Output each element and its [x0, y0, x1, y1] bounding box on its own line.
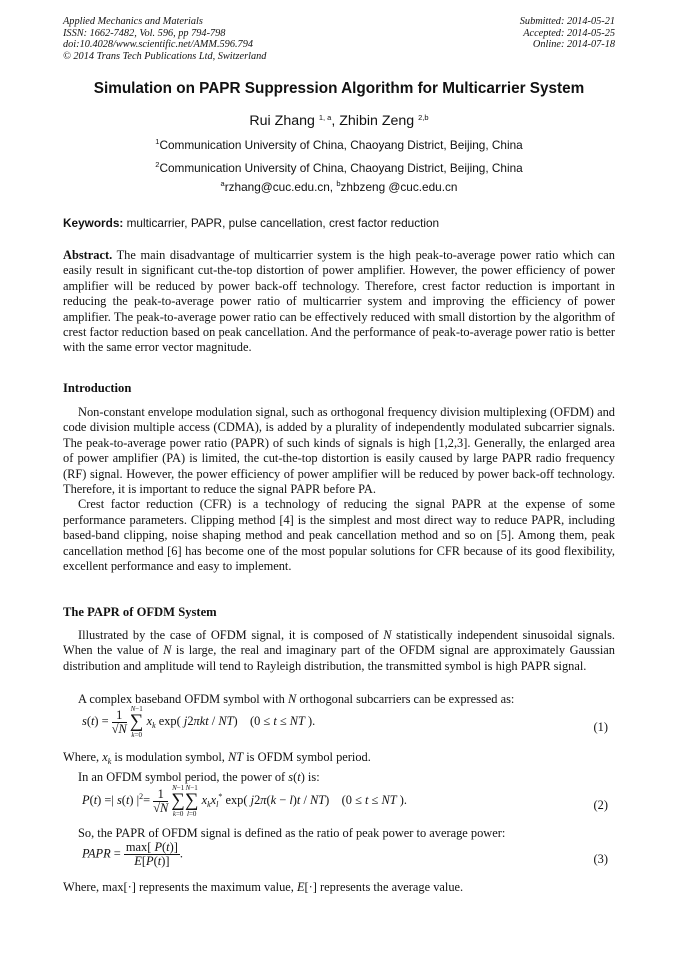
papr-p2-a: A complex baseband OFDM symbol with	[78, 692, 288, 706]
author-1-sup: 1, a	[318, 113, 332, 122]
where1-a: Where,	[63, 750, 103, 764]
equation-1: s(t) = $\frac{1}{√N}$ N−1 ∑ k=0 $x_k$ exp( j2πkt / NT) (0 ≤ t ≤ NT ).	[82, 705, 316, 739]
equation-1-number: (1)	[593, 720, 608, 734]
where2-a: Where,	[63, 880, 103, 894]
email-a: rzhang@cuc.edu.cn,	[224, 180, 337, 194]
papr-section-heading: The PAPR of OFDM System	[63, 605, 217, 619]
abstract-text: The main disadvantage of multicarrier system is the high peak-to-average power ratio which can easily result in significant cut-the-top distortion of power amplifier. However, the power efficiency of power amplifier will be reduced by power back-off technology. Therefore, crest factor reduction is important in reducing the peak-to-average power ratio of multicarrier system and improving the efficiency of power amplifier. The peak-to-average power ratio can be effectively reduced with small distortion by the algorithm of crest factor reduction based on peak cancellation. And the performance of peak-to-average power ratio is better with the same error vector magnitude.	[63, 248, 615, 355]
where1-b: is modulation symbol,	[111, 750, 228, 764]
affiliation-1	[0, 138, 678, 152]
email-a-sup: a	[220, 179, 225, 188]
equation-2-number: (2)	[593, 798, 608, 812]
abstract	[63, 248, 615, 356]
email-b: zhbzeng @cuc.edu.cn	[340, 180, 458, 194]
papr-p3-a: In an OFDM symbol period, the power of	[78, 770, 289, 784]
where2-c: represents the average value.	[316, 880, 464, 894]
author-line	[0, 113, 678, 129]
journal-header-right	[520, 16, 615, 51]
papr-p1-a: Illustrated by the case of OFDM signal, it is composed of	[78, 628, 384, 642]
affiliation-1-sup: 1	[155, 137, 160, 146]
accepted-date: Accepted: 2014-05-25	[523, 27, 615, 39]
where1-c: is OFDM symbol period.	[243, 750, 371, 764]
journal-issn: ISSN: 1662-7482, Vol. 596, pp 794-798	[63, 27, 226, 39]
where-line-1: Where, $x_k$ is modulation symbol, NT is OFDM symbol period.	[63, 750, 371, 766]
email-b-sup: b	[336, 179, 341, 188]
papr-paragraph-3: In an OFDM symbol period, the power of s(t) is:	[78, 770, 320, 784]
where-line-2: Where, max[·] represents the maximum value, E[·] represents the average value.	[63, 880, 464, 894]
paper-title: Simulation on PAPR Suppression Algorithm for Multicarrier System	[93, 80, 585, 97]
papr-p3-b: is:	[304, 770, 320, 784]
abstract-label: Abstract.	[63, 248, 113, 262]
equation-2: P(t) =| s(t) $|^2=$ $\frac{1}{√N}$ N−1 ∑ k=0 N−1 ∑ l=0 $x_kx_l^*$ exp( j2π(k − l)t / NT) (0 ≤ t ≤ NT ).	[82, 784, 407, 818]
papr-p1-n2: N	[163, 643, 172, 658]
online-date: Online: 2014-07-18	[532, 39, 615, 50]
affiliation-2-sup: 2	[155, 160, 160, 169]
intro-paragraph-1: Non-constant envelope modulation signal, such as orthogonal frequency division multiplexing (OFDM) and code division multiple access (CDMA), is added by a plurality of independently modulated subcarrier signals. The peak-to-average power ratio (PAPR) of such kinds of signals is high [1,2,3]. Generally, the enlarged area of power amplifier (PA) is limited, the cut-the-top distortion is easily caused by large PAPR radio frequency (RF) signal. However, the power efficiency of power amplifier will be reduced by power back-off technology. Therefore, it is important to reduce the signal PAPR before PA.	[63, 405, 615, 497]
intro-paragraph-2: Crest factor reduction (CFR) is a technology of reducing the signal PAPR at the expense of some performance parameters. Clipping method [4] is the simplest and most direct way to reduce PAPR, including based-band clipping, noise shaping method and peak cancellation method and so on [5]. Among them, peak cancellation method [6] has become one of the most popular solutions for CFR because of its good flexibility, excellent performance and easy to implement.	[63, 497, 615, 574]
author-2-name: Zhibin Zeng	[339, 113, 415, 129]
affiliation-2-text: Communication University of China, Chaoyang District, Beijing, China	[159, 161, 523, 175]
papr-p2-b: orthogonal subcarriers can be expressed as:	[296, 692, 515, 706]
journal-copyright: © 2014 Trans Tech Publications Ltd, Switzerland	[63, 50, 267, 62]
papr-paragraph-1	[63, 628, 615, 674]
journal-header-left	[63, 16, 266, 62]
papr-p1-n: N	[383, 628, 392, 642]
journal-doi: doi:10.4028/www.scientific.net/AMM.596.794	[63, 39, 253, 50]
affiliation-2	[0, 161, 678, 175]
introduction-body	[63, 405, 615, 574]
author-emails	[0, 180, 678, 194]
equation-3: PAPR = $\frac{\max[ P(t)]}{E[P(t)]}$ .	[82, 840, 183, 868]
papr-p1-b: statistically independent sinusoidal signals. When the value of	[63, 628, 615, 658]
where2-b: represents the maximum value,	[135, 880, 297, 894]
keywords-text: multicarrier, PAPR, pulse cancellation, crest factor reduction	[123, 216, 440, 230]
introduction-heading: Introduction	[63, 381, 132, 395]
submitted-date: Submitted: 2014-05-21	[519, 16, 615, 27]
journal-name: Applied Mechanics and Materials	[63, 16, 203, 27]
equation-3-number: (3)	[593, 852, 608, 866]
keywords	[63, 216, 615, 230]
keywords-label: Keywords:	[63, 216, 124, 230]
author-1-name: Rui Zhang	[249, 113, 315, 129]
affiliation-1-text: Communication University of China, Chaoyang District, Beijing, China	[159, 138, 523, 152]
author-separator: ,	[331, 113, 340, 129]
papr-p1-c: is large, the real and imaginary part of the OFDM signal are approximately Gaussian distribution and amplitude will tend to Rayleigh distribution, the transmitted symbol is high PAPR signal.	[63, 643, 615, 673]
papr-paragraph-4: So, the PAPR of OFDM signal is defined as the ratio of peak power to average power:	[78, 826, 506, 840]
author-2-sup: 2,b	[418, 113, 429, 122]
papr-p2-n: N	[287, 692, 297, 706]
